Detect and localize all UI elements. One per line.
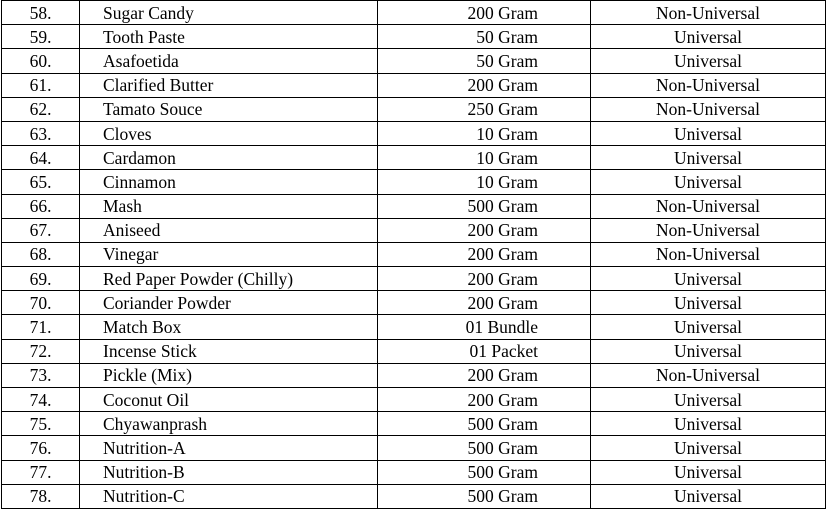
- item-name-cell: Coconut Oil: [80, 388, 378, 412]
- quantity-cell: 200 Gram: [378, 242, 591, 266]
- quantity-cell: 01 Bundle: [378, 315, 591, 339]
- item-name-cell: Chyawanprash: [80, 412, 378, 436]
- quantity-cell: 200 Gram: [378, 291, 591, 315]
- serial-number-cell: 61.: [2, 73, 80, 97]
- serial-number-cell: 78.: [2, 484, 80, 508]
- quantity-cell: 01 Packet: [378, 339, 591, 363]
- category-cell: Universal: [591, 484, 826, 508]
- category-cell: Universal: [591, 412, 826, 436]
- item-name-cell: Cloves: [80, 121, 378, 145]
- category-cell: Universal: [591, 436, 826, 460]
- quantity-cell: 250 Gram: [378, 97, 591, 121]
- table-row: [2, 388, 826, 412]
- category-cell: Universal: [591, 49, 826, 73]
- table-row: [2, 339, 826, 363]
- category-cell: Non-Universal: [591, 1, 826, 25]
- serial-number-cell: 73.: [2, 363, 80, 387]
- item-name-cell: Nutrition-B: [80, 460, 378, 484]
- table-row: [2, 121, 826, 145]
- quantity-cell: 500 Gram: [378, 484, 591, 508]
- table-row: [2, 194, 826, 218]
- quantity-cell: 10 Gram: [378, 146, 591, 170]
- item-name-cell: Red Paper Powder (Chilly): [80, 267, 378, 291]
- quantity-cell: 500 Gram: [378, 412, 591, 436]
- quantity-cell: 50 Gram: [378, 25, 591, 49]
- items-table-container: [1, 0, 825, 509]
- category-cell: Universal: [591, 339, 826, 363]
- serial-number-cell: 64.: [2, 146, 80, 170]
- quantity-cell: 50 Gram: [378, 49, 591, 73]
- table-row: [2, 49, 826, 73]
- serial-number-cell: 59.: [2, 25, 80, 49]
- quantity-cell: 10 Gram: [378, 121, 591, 145]
- table-row: [2, 315, 826, 339]
- category-cell: Universal: [591, 146, 826, 170]
- item-name-cell: Tamato Souce: [80, 97, 378, 121]
- serial-number-cell: 60.: [2, 49, 80, 73]
- item-name-cell: Incense Stick: [80, 339, 378, 363]
- quantity-cell: 200 Gram: [378, 267, 591, 291]
- table-row: [2, 363, 826, 387]
- serial-number-cell: 74.: [2, 388, 80, 412]
- item-name-cell: Sugar Candy: [80, 1, 378, 25]
- quantity-cell: 500 Gram: [378, 460, 591, 484]
- serial-number-cell: 69.: [2, 267, 80, 291]
- item-name-cell: Cinnamon: [80, 170, 378, 194]
- category-cell: Non-Universal: [591, 73, 826, 97]
- table-row: [2, 170, 826, 194]
- serial-number-cell: 75.: [2, 412, 80, 436]
- category-cell: Universal: [591, 121, 826, 145]
- quantity-cell: 10 Gram: [378, 170, 591, 194]
- quantity-cell: 200 Gram: [378, 1, 591, 25]
- item-name-cell: Vinegar: [80, 242, 378, 266]
- category-cell: Non-Universal: [591, 363, 826, 387]
- item-name-cell: Asafoetida: [80, 49, 378, 73]
- serial-number-cell: 71.: [2, 315, 80, 339]
- item-name-cell: Mash: [80, 194, 378, 218]
- table-row: [2, 73, 826, 97]
- category-cell: Non-Universal: [591, 242, 826, 266]
- category-cell: Universal: [591, 25, 826, 49]
- item-name-cell: Aniseed: [80, 218, 378, 242]
- category-cell: Non-Universal: [591, 97, 826, 121]
- serial-number-cell: 67.: [2, 218, 80, 242]
- serial-number-cell: 70.: [2, 291, 80, 315]
- category-cell: Universal: [591, 315, 826, 339]
- category-cell: Non-Universal: [591, 194, 826, 218]
- table-row: [2, 146, 826, 170]
- table-row: [2, 460, 826, 484]
- category-cell: Non-Universal: [591, 218, 826, 242]
- serial-number-cell: 58.: [2, 1, 80, 25]
- category-cell: Universal: [591, 291, 826, 315]
- category-cell: Universal: [591, 460, 826, 484]
- item-name-cell: Coriander Powder: [80, 291, 378, 315]
- table-row: [2, 25, 826, 49]
- items-table-body: [2, 1, 826, 509]
- category-cell: Universal: [591, 388, 826, 412]
- serial-number-cell: 76.: [2, 436, 80, 460]
- quantity-cell: 500 Gram: [378, 436, 591, 460]
- table-row: [2, 218, 826, 242]
- serial-number-cell: 65.: [2, 170, 80, 194]
- table-row: [2, 436, 826, 460]
- table-row: [2, 291, 826, 315]
- table-row: [2, 484, 826, 508]
- item-name-cell: Nutrition-C: [80, 484, 378, 508]
- quantity-cell: 500 Gram: [378, 194, 591, 218]
- item-name-cell: Tooth Paste: [80, 25, 378, 49]
- quantity-cell: 200 Gram: [378, 388, 591, 412]
- serial-number-cell: 66.: [2, 194, 80, 218]
- table-row: [2, 412, 826, 436]
- quantity-cell: 200 Gram: [378, 363, 591, 387]
- item-name-cell: Clarified Butter: [80, 73, 378, 97]
- serial-number-cell: 68.: [2, 242, 80, 266]
- items-table: [1, 0, 826, 509]
- category-cell: Universal: [591, 170, 826, 194]
- table-row: [2, 97, 826, 121]
- serial-number-cell: 77.: [2, 460, 80, 484]
- serial-number-cell: 62.: [2, 97, 80, 121]
- item-name-cell: Match Box: [80, 315, 378, 339]
- serial-number-cell: 72.: [2, 339, 80, 363]
- category-cell: Universal: [591, 267, 826, 291]
- item-name-cell: Pickle (Mix): [80, 363, 378, 387]
- table-row: [2, 267, 826, 291]
- quantity-cell: 200 Gram: [378, 73, 591, 97]
- table-row: [2, 1, 826, 25]
- item-name-cell: Nutrition-A: [80, 436, 378, 460]
- serial-number-cell: 63.: [2, 121, 80, 145]
- table-row: [2, 242, 826, 266]
- quantity-cell: 200 Gram: [378, 218, 591, 242]
- item-name-cell: Cardamon: [80, 146, 378, 170]
